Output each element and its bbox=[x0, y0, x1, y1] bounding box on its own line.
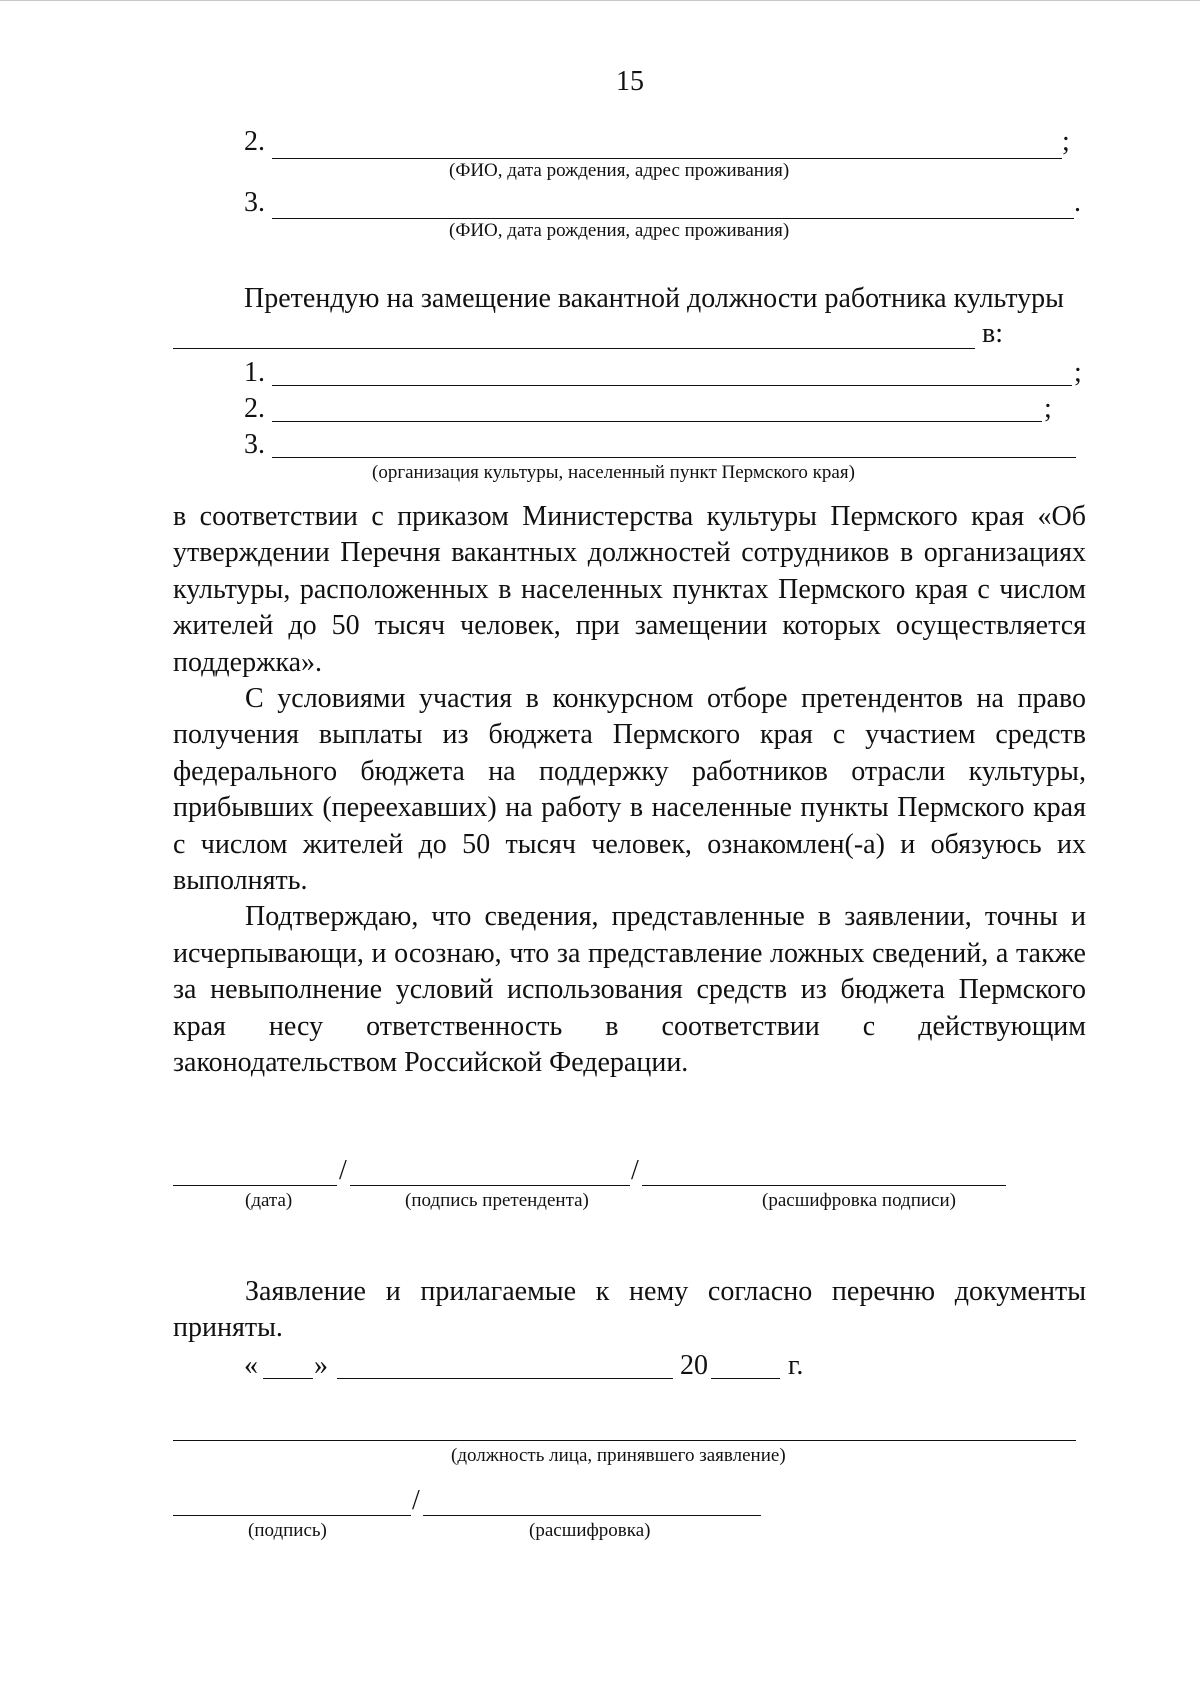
signature-decode-caption: (расшифровка подписи) bbox=[762, 1190, 956, 1211]
top-list-num-3: 3. bbox=[244, 187, 265, 218]
acceptance-separator: / bbox=[412, 1485, 420, 1516]
top-list-line-3[interactable] bbox=[272, 218, 1074, 219]
acceptance-year-line[interactable] bbox=[711, 1378, 780, 1379]
top-list-caption-2: (ФИО, дата рождения, адрес проживания) bbox=[449, 160, 790, 181]
acceptance-decode-line[interactable] bbox=[423, 1515, 761, 1516]
claim-num-2: 2. bbox=[244, 393, 265, 424]
signature-separator-1: / bbox=[339, 1155, 347, 1186]
top-list-line-2[interactable] bbox=[272, 158, 1062, 159]
acceptance-position-line[interactable] bbox=[173, 1440, 1076, 1441]
claim-num-1: 1. bbox=[244, 357, 265, 388]
acceptance-day-line[interactable] bbox=[263, 1378, 313, 1379]
acceptance-text: Заявление и прилагаемые к нему согласно перечню документы приняты. bbox=[173, 1276, 1086, 1344]
top-list-end-3: . bbox=[1074, 187, 1081, 218]
acceptance-sign-caption: (подпись) bbox=[248, 1520, 327, 1541]
claim-text: Претендую на замещение вакантной должности работника культуры bbox=[244, 283, 1064, 314]
top-list-num-2: 2. bbox=[244, 126, 265, 157]
claim-line-2[interactable] bbox=[272, 421, 1042, 422]
signature-sign-caption: (подпись претендента) bbox=[405, 1190, 589, 1211]
claim-v-label: в: bbox=[982, 318, 1003, 349]
claim-num-3: 3. bbox=[244, 429, 265, 460]
scan-edge-line bbox=[0, 0, 1200, 1]
top-list-end-2: ; bbox=[1062, 126, 1070, 157]
top-list-caption-3: (ФИО, дата рождения, адрес проживания) bbox=[449, 220, 790, 241]
claim-position-line[interactable] bbox=[173, 348, 975, 349]
paragraph-order: в соответствии с приказом Министерства культуры Пермского края «Об утверждении Перечня вакантных должностей сотрудников в организациях культуры, расположенных в населенных пунктах Пермского края с числом жителей до 50 тысяч человек, при замещении которых осуществляется поддержка». bbox=[173, 501, 1086, 678]
acceptance-decode-caption: (расшифровка) bbox=[529, 1520, 651, 1541]
acceptance-date-open: « bbox=[244, 1350, 258, 1381]
claim-end-1: ; bbox=[1074, 357, 1082, 388]
signature-date-caption: (дата) bbox=[245, 1190, 293, 1211]
acceptance-sign-line[interactable] bbox=[173, 1515, 411, 1516]
claim-line-3[interactable] bbox=[272, 457, 1076, 458]
page-number: 15 bbox=[616, 66, 644, 97]
acceptance-month-line[interactable] bbox=[337, 1378, 673, 1379]
claim-line-1[interactable] bbox=[272, 385, 1072, 386]
acceptance-position-caption: (должность лица, принявшего заявление) bbox=[451, 1445, 786, 1466]
paragraph-confirmation: Подтверждаю, что сведения, представленные в заявлении, точны и исчерпывающи, и осознаю, что за представление ложных сведений, а также за невыполнение условий использования средств из бюджета Пермского края несу ответственность в соответствии с действующим законодательством Российской Федерации. bbox=[173, 901, 1086, 1079]
signature-date-line[interactable] bbox=[173, 1185, 337, 1186]
signature-decode-line[interactable] bbox=[642, 1185, 1006, 1186]
body-text bbox=[173, 499, 1086, 1082]
paragraph-conditions: С условиями участия в конкурсном отборе претендентов на право получения выплаты из бюджета Пермского края с участием средств федерального бюджета на поддержку работников отрасли культуры, прибывших (переехавших) на работу в населенные пункты Пермского края с числом жителей до 50 тысяч человек, ознакомлен(-а) и обязуюсь их выполнять. bbox=[173, 683, 1086, 897]
acceptance-year-prefix: 20 bbox=[680, 1350, 708, 1381]
signature-sign-line[interactable] bbox=[350, 1185, 630, 1186]
acceptance-date-close: » bbox=[314, 1350, 328, 1381]
acceptance-year-suffix: г. bbox=[788, 1350, 804, 1381]
signature-separator-2: / bbox=[631, 1155, 639, 1186]
claim-caption: (организация культуры, населенный пункт Пермского края) bbox=[372, 462, 855, 483]
claim-end-2: ; bbox=[1044, 393, 1052, 424]
